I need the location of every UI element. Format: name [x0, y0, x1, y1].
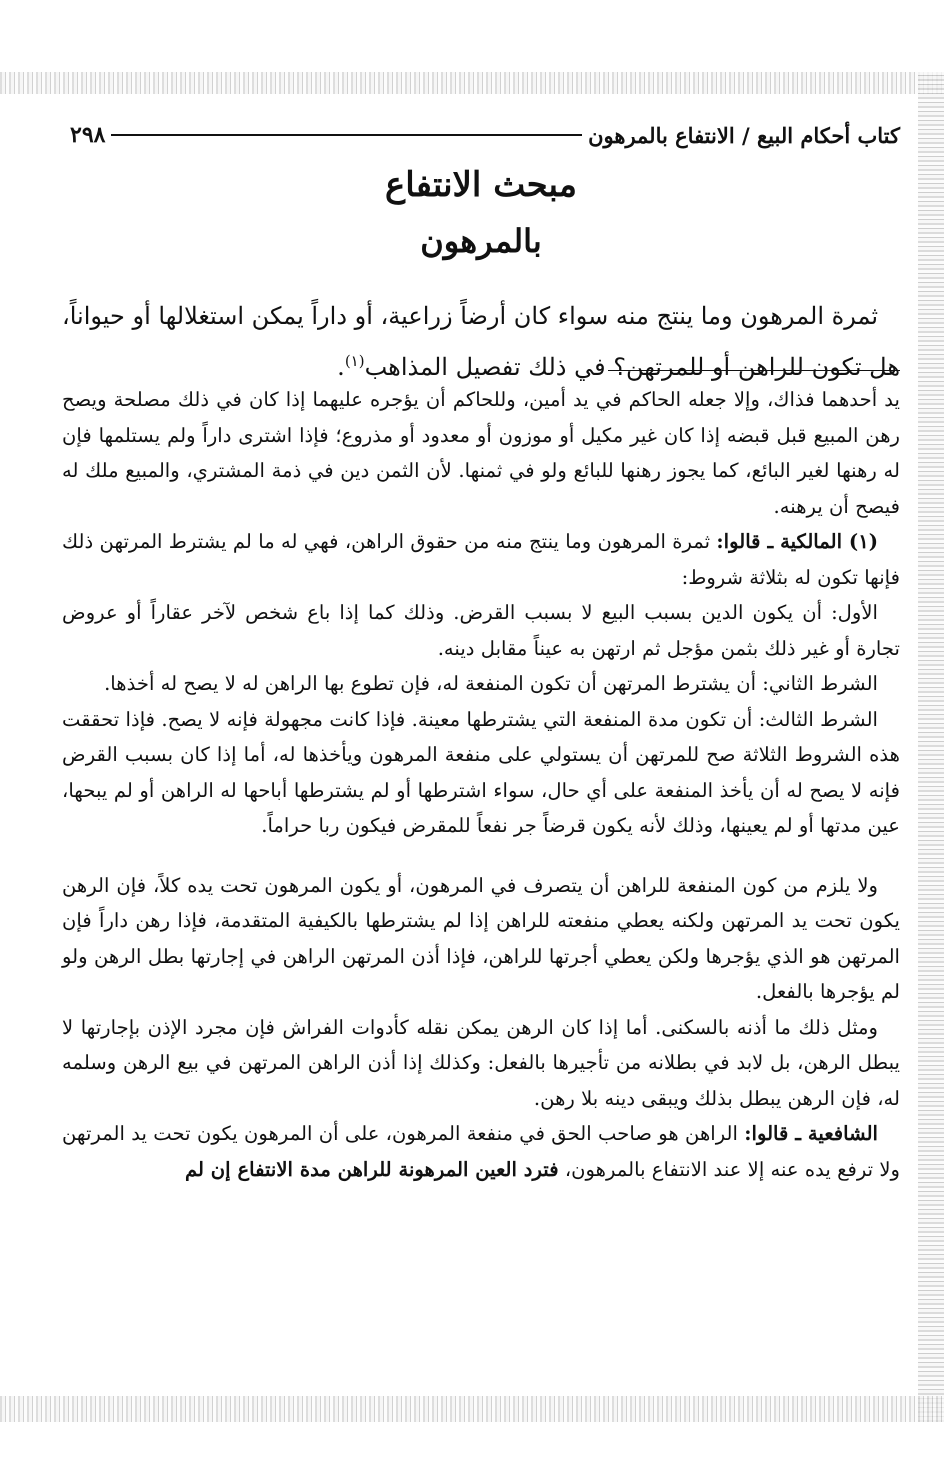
- page-number: ٢٩٨: [70, 122, 106, 148]
- intro-text: ثمرة المرهون وما ينتج منه سواء كان أرضاً زراعية، أو داراً يمكن استغلالها أو حيواناً، هل تكون للراهن أو للمرتهن؟ في ذلك تفصيل المذاهب: [62, 302, 900, 381]
- footnote-continuation: يد أحدهما فذاك، وإلا جعله الحاكم في يد أمين، وللحاكم أن يؤجره عليهما إذا كان في ذلك مصلحة ويصح رهن المبيع قبل قبضه إذا كان غير مكيل أو موزون أو معدود أو مذروع؛ فإذا اشترى داراً ولم يستلمها فإن له رهنها لغير البائع، كما يجوز رهنها للبائع ولو في ثمنها. لأن الثمن دين في ذمة المشتري، والمبيع ملك له فيصح أن يرهنه.: [62, 388, 900, 518]
- page-header: [62, 118, 900, 152]
- footnote-shafii: [62, 1116, 900, 1187]
- header-rule: [111, 134, 582, 136]
- scan-border-top: [0, 72, 944, 94]
- footnote-maliki: [62, 524, 900, 595]
- section-title: مبحث الانتفاع: [384, 165, 578, 205]
- maliki-text: ثمرة المرهون وما ينتج منه من حقوق الراهن، فهي له ما لم يشترط المرتهن ذلك فإنها تكون له بثلاثة شروط:: [62, 530, 900, 589]
- maliki-label: (١) المالكية ـ قالوا:: [716, 530, 879, 553]
- intro-end: .: [337, 353, 345, 381]
- section-subtitle: بالمرهون: [420, 222, 542, 260]
- running-title: كتاب أحكام البيع / الانتفاع بالمرهون: [588, 122, 900, 148]
- condition-1: الأول: أن يكون الدين بسبب البيع لا بسبب القرض. وذلك كما إذا باع شخص لآخر عقاراً أو عروض تجارة أو غير ذلك بثمن مؤجل ثم ارتهن به عيناً مقابل دينه.: [62, 601, 900, 660]
- paragraph-usage: ولا يلزم من كون المنفعة للراهن أن يتصرف في المرهون، أو يكون المرهون تحت يده كلاً، فإن الرهن يكون تحت يد المرتهن ولكنه يعطي منفعته للراهن إذا لم يشترطها بالكيفية المتقدمة، فإذا رهن داراً فإن المرتهن هو الذي يؤجرها ولكن يعطي أجرتها للراهن، فإذا أذن المرتهن الراهن في إجارتها بطل الرهن ولو لم يؤجرها بالفعل.: [62, 873, 900, 1003]
- paragraph-residence: ومثل ذلك ما أذنه بالسكنى. أما إذا كان الرهن يمكن نقله كأدوات الفراش فإن مجرد الإذن بإجارتها لا يبطل الرهن، بل لابد في بطلانه من تأجيرها بالفعل: وكذلك إذا أذن الراهن المرتهن في بيع الرهن وسلمه له، فإن الرهن يبطل بذلك ويبقى دينه بلا رهن.: [62, 1015, 900, 1110]
- scan-border-right: [918, 72, 944, 1422]
- intro-paragraph: [62, 294, 900, 390]
- footnote-separator: [608, 370, 900, 371]
- shafii-label: الشافعية ـ قالوا:: [744, 1122, 879, 1145]
- condition-3: الشرط الثالث: أن تكون مدة المنفعة التي يشترطها معينة. فإذا كانت مجهولة فإنه لا يصح. فإذا تحققت هذه الشروط الثلاثة صح للمرتهن أن يستولي على منفعة المرهون ويأخذها له، أما إذا كان بسبب القرض فإنه لا يصح له أن يأخذ المنفعة على أي حال، سواء اشترطها أو لم يشترطها أباحها له الراهن أو لم يبحها، عين مدتها أو لم يعينها، وذلك لأنه يكون قرضاً جر نفعاً للمقرض فيكون ربا حراماً.: [62, 707, 900, 837]
- footnotes: [62, 382, 900, 1187]
- book-page: [62, 110, 900, 1390]
- shafii-bold-text: فترد العين المرهونة للراهن مدة الانتفاع إن لم: [184, 1157, 559, 1181]
- shafii-text: الراهن هو صاحب الحق في منفعة المرهون، على أن المرهون يكون تحت يد المرتهن ولا ترفع يده عنه إلا عند الانتفاع بالمرهون،: [62, 1122, 900, 1181]
- condition-2: الشرط الثاني: أن يشترط المرتهن أن تكون المنفعة له، فإن تطوع بها الراهن له لا يصح له أخذها.: [104, 672, 878, 695]
- scan-border-bottom: [0, 1396, 944, 1422]
- footnote-ref: (١): [344, 352, 365, 370]
